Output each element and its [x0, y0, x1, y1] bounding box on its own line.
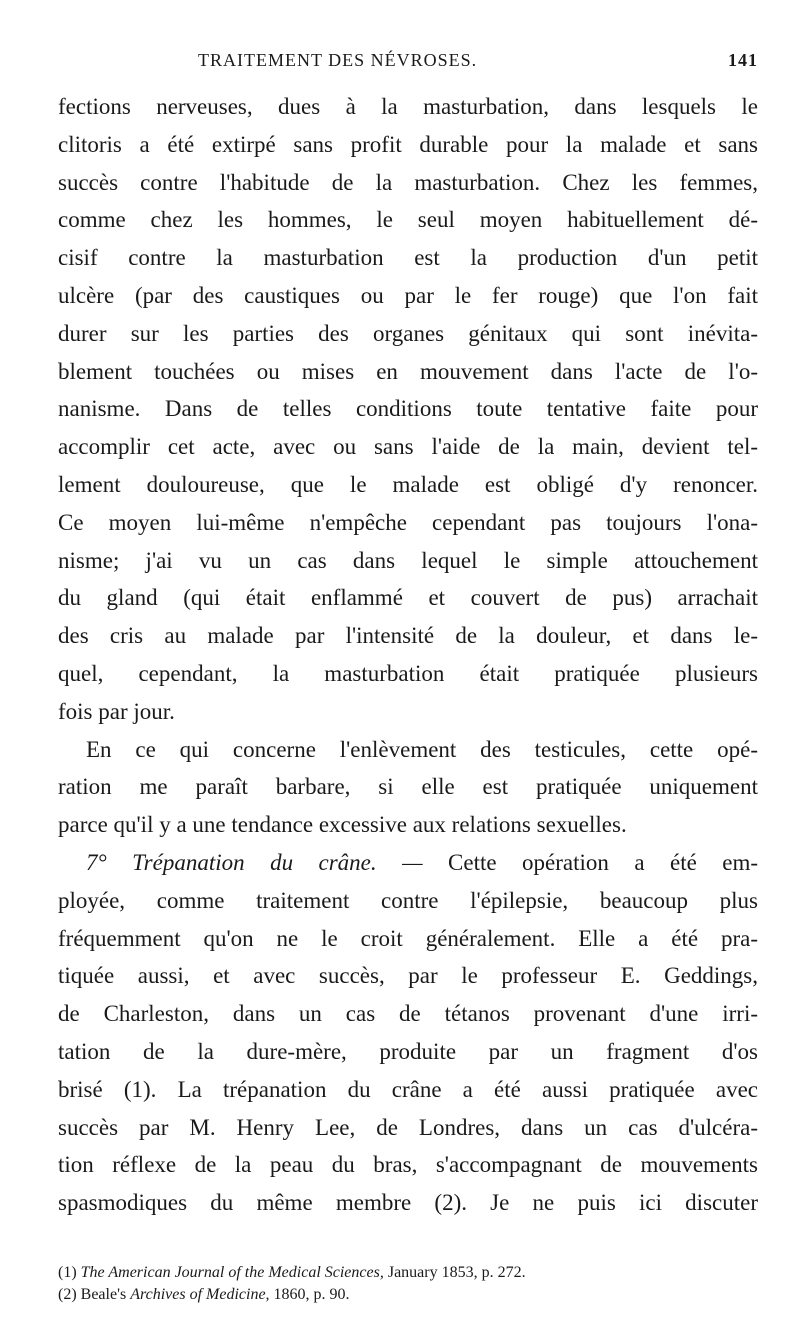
footnote — [58, 1284, 758, 1306]
text-line: spasmodiques du même membre (2). Je ne puis ici discuter — [58, 1190, 758, 1216]
text-line: succès contre l'habitude de la masturbation. Chez les femmes, — [58, 169, 758, 195]
footnote-number: (1) — [58, 1264, 77, 1281]
footnote-title: Archives of Medicine, — [130, 1286, 270, 1303]
text-line: comme chez les hommes, le seul moyen habituellement dé- — [58, 207, 758, 233]
text-line: parce qu'il y a une tendance excessive aux relations sexuelles. — [58, 812, 627, 838]
text-line: blement touchées ou mises en mouvement dans l'acte de l'o- — [58, 358, 758, 384]
text-line: accomplir cet acte, avec ou sans l'aide de la main, devient tel- — [58, 434, 758, 460]
text-line: ployée, comme traitement contre l'épilepsie, beaucoup plus — [58, 887, 758, 913]
text-line: fois par jour. — [58, 698, 175, 724]
text-line: Ce moyen lui-même n'empêche cependant pas toujours l'ona- — [58, 509, 758, 535]
text-line: tation de la dure-mère, produite par un fragment d'os — [58, 1038, 758, 1064]
text-line: succès par M. Henry Lee, de Londres, dans un cas d'ulcéra- — [58, 1114, 758, 1140]
text-line: brisé (1). La trépanation du crâne a été aussi pratiquée avec — [58, 1076, 758, 1102]
footnotes — [58, 1262, 758, 1306]
text-fragment: Cette opération a été em- — [448, 849, 758, 875]
body-text — [58, 88, 758, 1222]
text-line: nanisme. Dans de telles conditions toute tentative faite pour — [58, 396, 758, 422]
footnote-text: Beale's — [80, 1286, 127, 1303]
text-line: des cris au malade par l'intensité de la douleur, et dans le- — [58, 623, 758, 649]
text-line: ulcère (par des caustiques ou par le fer rouge) que l'on fait — [58, 282, 758, 308]
text-line: quel, cependant, la masturbation était pratiquée plusieurs — [58, 660, 758, 686]
text-line: En ce qui concerne l'enlèvement des testicules, cette opé- — [86, 736, 758, 762]
text-line: clitoris a été extirpé sans profit durable pour la malade et sans — [58, 131, 758, 157]
text-line: tiquée aussi, et avec succès, par le professeur E. Geddings, — [58, 963, 758, 989]
text-line: ration me paraît barbare, si elle est pratiquée uniquement — [58, 774, 758, 800]
running-header — [58, 50, 758, 80]
section-line — [58, 844, 758, 882]
footnote-text: January 1853, p. 272. — [387, 1264, 526, 1281]
text-line: tion réflexe de la peau du bras, s'accompagnant de mouvements — [58, 1152, 758, 1178]
section-heading: 7° Trépanation du crâne. — — [86, 849, 423, 875]
text-line: fections nerveuses, dues à la masturbation, dans lesquels le — [58, 94, 758, 119]
text-line: fréquemment qu'on ne le croit généralement. Elle a été pra- — [58, 925, 758, 951]
text-line: durer sur les parties des organes génitaux qui sont inévita- — [58, 320, 758, 346]
text-line: de Charleston, dans un cas de tétanos provenant d'une irri- — [58, 1001, 758, 1027]
footnote — [58, 1262, 758, 1284]
page-number: 141 — [728, 50, 758, 70]
footnote-text: 1860, p. 90. — [273, 1286, 350, 1303]
text-line: nisme; j'ai vu un cas dans lequel le simple attouchement — [58, 547, 758, 573]
text-line: du gland (qui était enflammé et couvert de pus) arrachait — [58, 585, 758, 611]
footnote-number: (2) — [58, 1286, 77, 1303]
footnote-title: The American Journal of the Medical Sciences, — [80, 1264, 384, 1281]
running-title: TRAITEMENT DES NÉVROSES. — [198, 50, 478, 70]
text-line: cisif contre la masturbation est la production d'un petit — [58, 245, 758, 271]
text-line: lement douloureuse, que le malade est obligé d'y renoncer. — [58, 471, 758, 497]
